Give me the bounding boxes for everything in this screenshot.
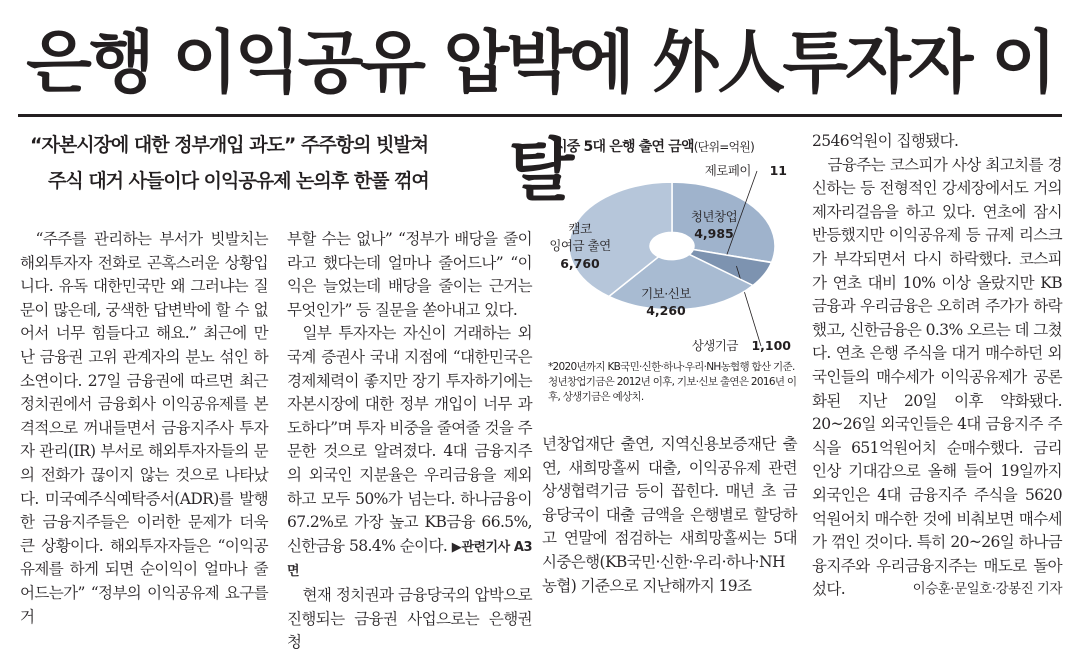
slice-label: 상생기금 bbox=[691, 338, 738, 353]
slice-value: 11 bbox=[769, 163, 787, 178]
paragraph: 금융주는 코스피가 사상 최고치를 경신하는 등 전형적인 강세장에서도 거의 제자리걸음을 하고 있다. 연초에 잠시 반등했지만 이익공유제 등 규제 리스크가 부각되면서 다시 하락했다. 코스피가 연초 대비 10% 이상 올랐지만 KB금융과 우리금융은 오히려 주가가 하락했고, 신한금융은 0.3% 오르는 데 그쳤다. 연초 은행 주식을 대거 매수하던 외국인들의 매수세가 이익공유제가 공론화된 지난 20일 이후 약화됐다. 20~26일 외국인들은 4대 금융지주 주식을 651억원어치 순매수했다. 금리 인상 기대감으로 올해 들어 19일까지 외국인은 4대 금융지주 주식을 5620억원어치 매수한 것에 비춰보면 매수세가 꺾인 것이다. 특히 20~26일 하나금융지주와 우리금융지주는 매도로 돌아섰다. bbox=[812, 155, 1062, 599]
slice-value: 1,100 bbox=[751, 338, 791, 353]
byline: 이승훈·문일호·강봉진 기자 bbox=[912, 581, 1062, 598]
related-article-link[interactable]: ▶관련기사 A3면 bbox=[287, 539, 532, 580]
chart-unit: (단위=억원) bbox=[693, 140, 754, 154]
slice-label: 기보·신보 bbox=[641, 286, 691, 301]
paragraph: 년창업재단 출연, 지역신용보증재단 출연, 새희망홀씨 대출, 이익공유제 관련 상생협력기금 등이 꼽힌다. 매년 초 금융당국이 대출 금액을 은행별로 할당하고 연말에 점검하는 새희망홀씨는 5대 시중은행(KB국민·신한·우리·하나·NH농협) 기준으로 지난해까지 19조 bbox=[542, 435, 797, 595]
article-column-2 bbox=[287, 228, 532, 655]
slice-value: 4,260 bbox=[646, 303, 686, 318]
chart-title-text: 시중 5대 은행 출연 금액 bbox=[554, 139, 694, 155]
slice-value: 6,760 bbox=[560, 256, 600, 271]
paragraph: 부할 수는 없나” “정부가 배당을 줄이라고 했다는데 얼마나 줄어드나” “이익은 늘었는데 배당을 줄이는 근거는 무엇인가” 등 질문을 쏟아내고 있다. bbox=[287, 230, 532, 319]
headline-rule bbox=[18, 114, 1062, 117]
chart-svg bbox=[542, 128, 800, 360]
paragraph: “주주를 관리하는 부서가 빗발치는 해외투자자 전화로 곤혹스러운 상황입니다. 유독 대한민국만 왜 그러냐는 질문이 많은데, 궁색한 답변박에 할 수 없어서 너무 힘들다고 해요.” 최근에 만난 금융권 고위 관계자의 분노 섞인 하소연이다. 27일 금융권에 따르면 최근 정치권에서 금융회사 이익공유제를 본격적으로 꺼내들면서 금융지주사 투자자 관리(IR) 부서로 해외투자자들의 문의 전화가 끊이지 않는 것으로 나타났다. 미국예주식예탁증서(ADR)를 발행한 금융지주들은 이러한 문제가 더욱 큰 상황이다. 해외투자자들은 “이익공유제를 하게 되면 순이익이 얼마나 줄어드는가” “정부의 이익공유제 요구를 거 bbox=[20, 230, 268, 626]
slice-label: 청년창업 bbox=[690, 209, 738, 224]
paragraph: 2546억원이 집행됐다. bbox=[812, 132, 959, 150]
slice-value: 4,985 bbox=[694, 226, 734, 241]
subhead-1: “자본시장에 대한 정부개입 과도” 주주항의 빗발쳐 bbox=[30, 134, 429, 156]
donut-chart bbox=[542, 128, 800, 428]
slice-label: 제로페이 bbox=[704, 163, 751, 178]
paragraph bbox=[287, 322, 532, 584]
subhead-2: 주식 대거 사들이다 이익공유제 논의후 한풀 꺾여 bbox=[48, 170, 429, 192]
paragraph: 현재 정치권과 금융당국의 압박으로 진행되는 금융권 사업으로는 은행권 청 bbox=[287, 585, 532, 652]
paragraph-text: 일부 투자자는 자신이 거래하는 외국계 증권사 국내 지점에 “대한민국은 경제체력이 좋지만 장기 투자하기에는 자본시장에 대한 정부 개입이 너무 과도하다”며 투자 비중을 줄여줄 것을 주문한 것으로 알려졌다. 4대 금융지주의 외국인 지분율은 우리금융을 제외하고 모두 50%가 넘는다. 하나금융이 67.2%로 가장 높고 KB금융 66.5%, 신한금융 58.4% 순이다. bbox=[287, 324, 532, 555]
article-column-1 bbox=[20, 228, 268, 629]
chart-title bbox=[554, 136, 754, 156]
article-column-3 bbox=[542, 433, 797, 598]
chart-footnote: *2020년까지 KB국민·신한·하나·우리·NH농협행 합산 기준. 청년창업기금은 2012년 이후, 기보·신보 출연은 2016년 이후, 상생기금은 예상치. bbox=[548, 361, 797, 403]
headline: 은행 이익공유 압박에 外人투자자 이탈 bbox=[26, 24, 1054, 211]
article-column-4 bbox=[812, 130, 1062, 602]
slice-label: 캠코 bbox=[568, 221, 592, 236]
slice-label: 잉여금 출연 bbox=[549, 238, 611, 253]
